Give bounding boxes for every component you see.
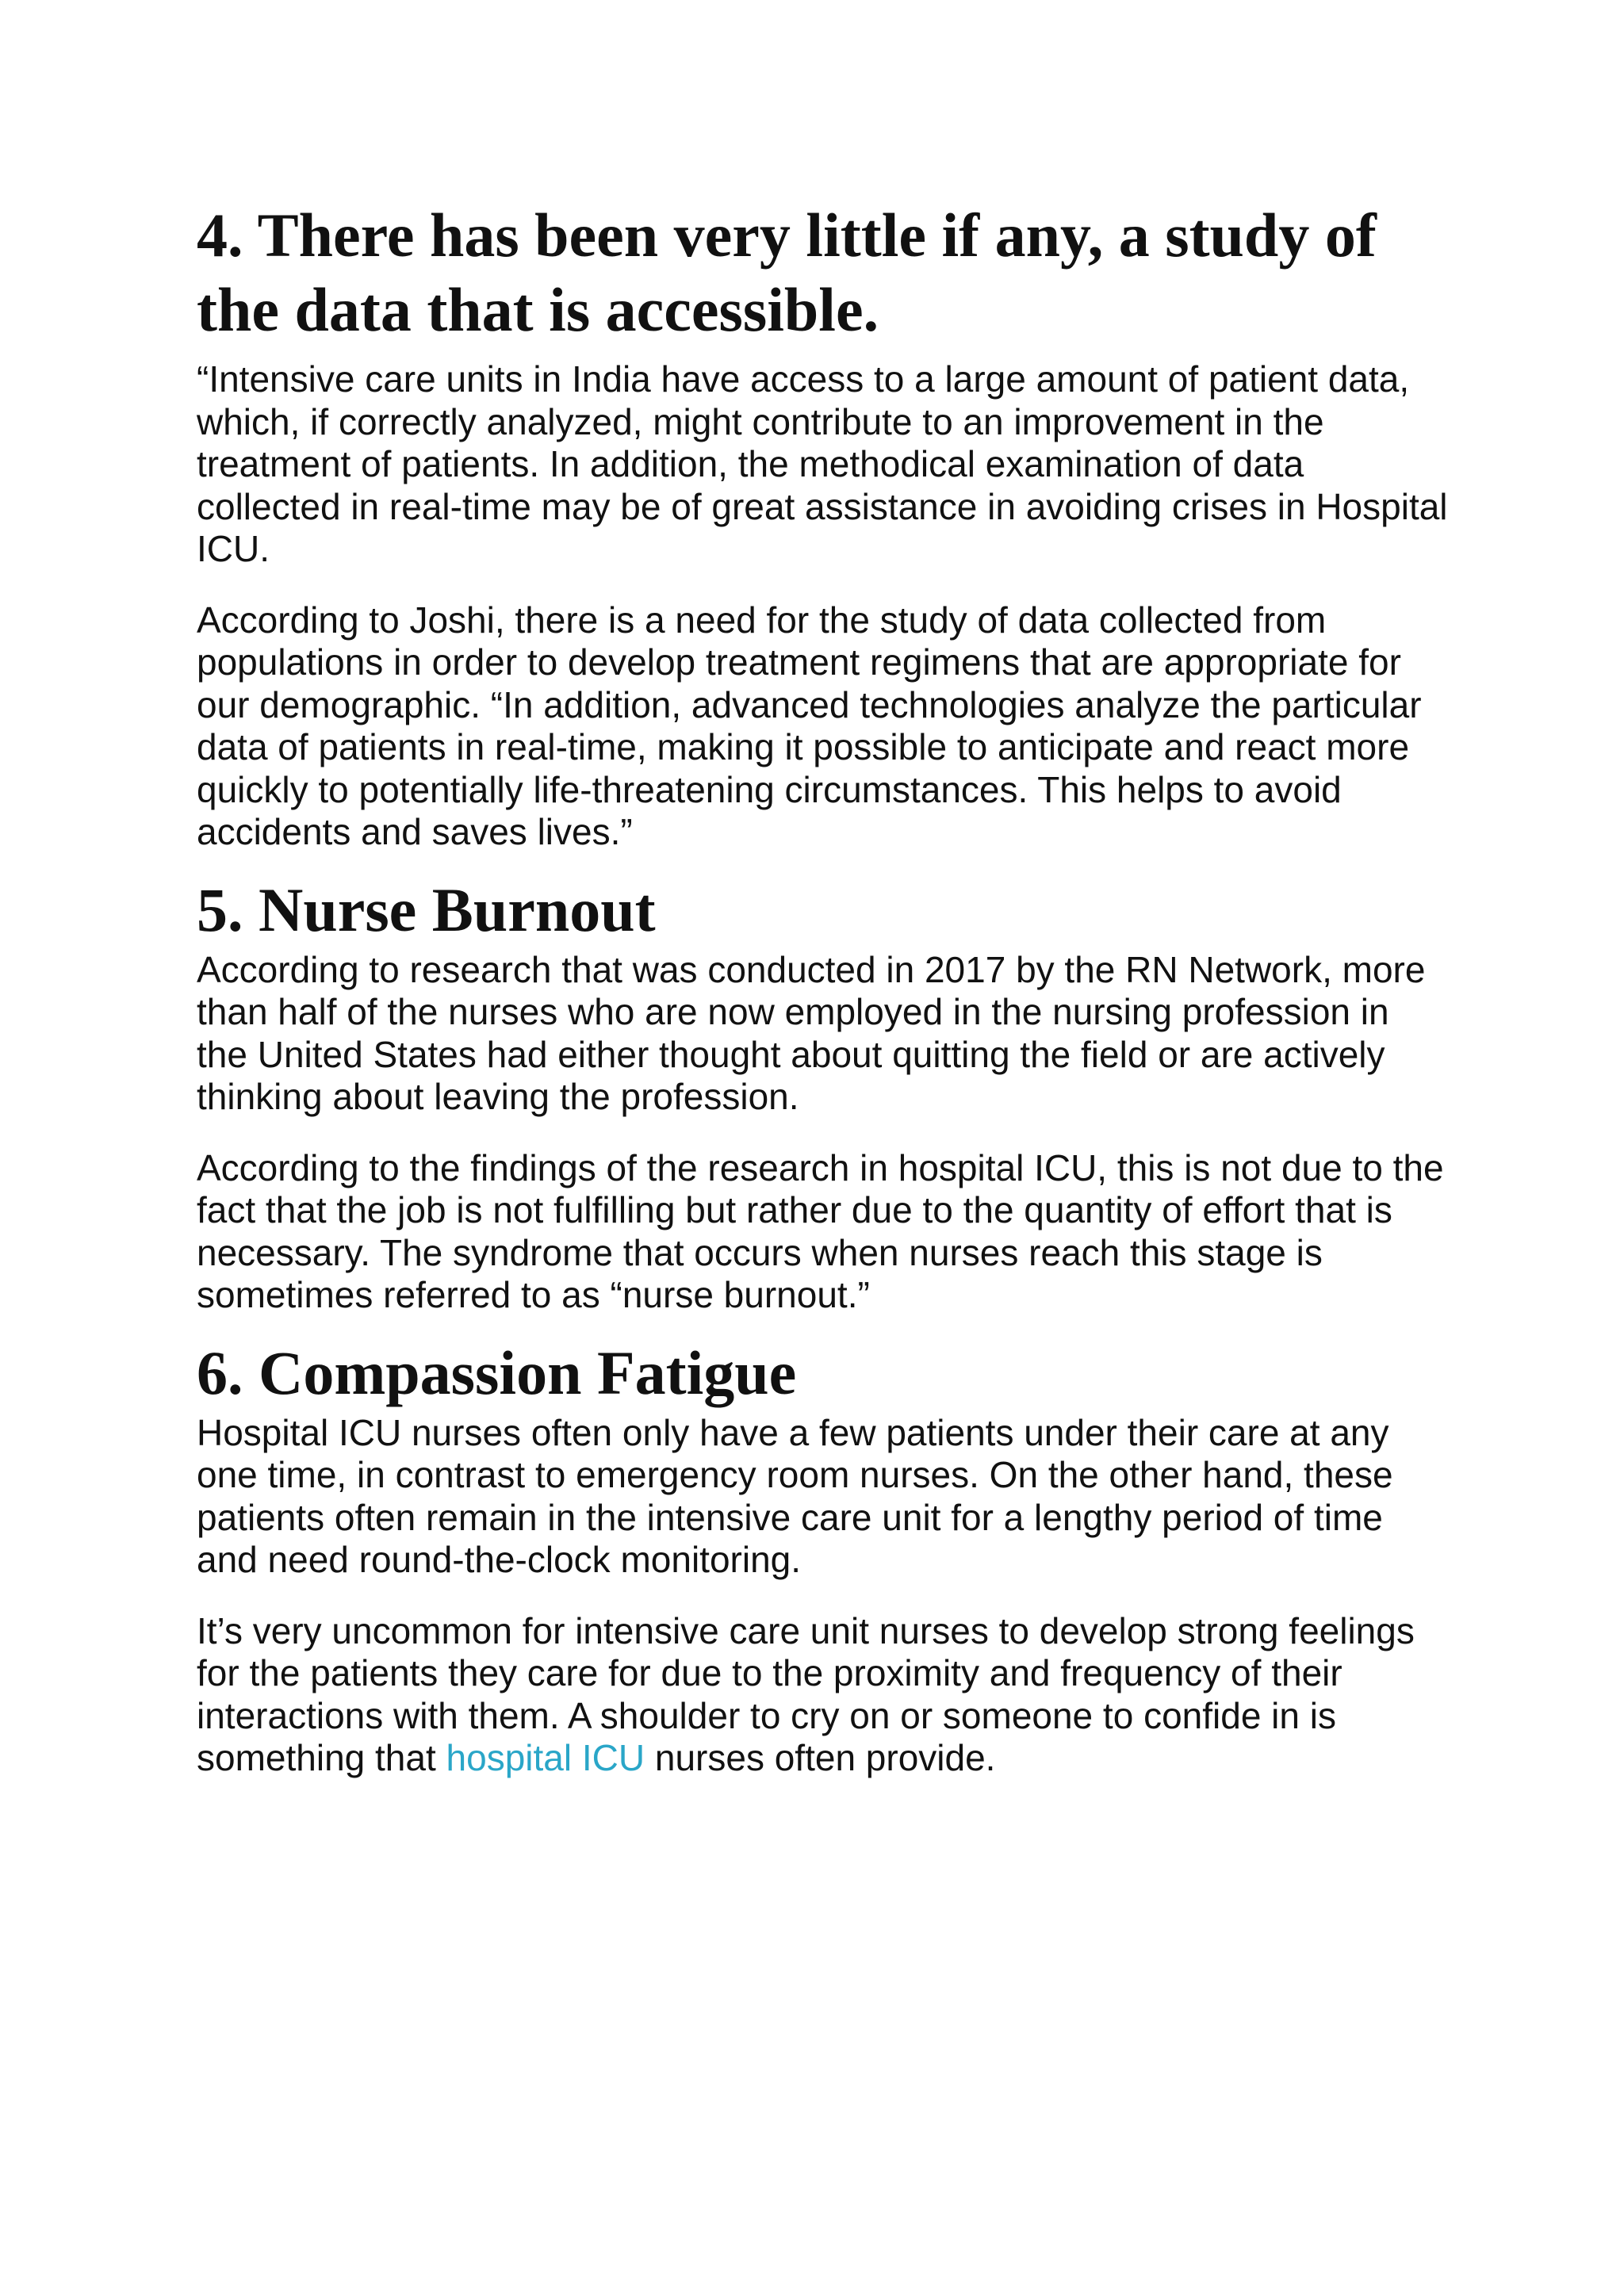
section-5-paragraph-1: According to research that was conducted in 2017 by the RN Network, more than half of the nurses who are now employed in the nursing profession in the United States had either thought about quitting the field or are actively thinking about leaving the profession. bbox=[197, 948, 1426, 1117]
section-6-paragraph-1: Hospital ICU nurses often only have a few patients under their care at any one time, in contrast to emergency room nurses. On the other hand, these patients often remain in the intensive care unit for a lengthy period of time and need round-the-clock monitoring. bbox=[197, 1411, 1393, 1580]
section-4-paragraph-2: According to Joshi, there is a need for the study of data collected from populations in order to develop treatment regimens that are appropriate for our demographic. “In addition, advanced technologies analyze the particular data of patients in real-time, making it possible to anticipate and react more quickly to potentially life-threatening circumstances. This helps to avoid accidents and saves lives.” bbox=[197, 599, 1422, 852]
section-5-paragraph-2: According to the findings of the research in hospital ICU, this is not due to the fact that the job is not fulfilling but rather due to the quantity of effort that is necessary. The syndrome that occurs when nurses reach this stage is sometimes referred to as “nurse burnout.” bbox=[197, 1146, 1444, 1315]
hospital-icu-link[interactable]: hospital ICU bbox=[446, 1737, 645, 1778]
section-5-heading: 5. Nurse Burnout bbox=[197, 874, 656, 944]
section-6-heading: 6. Compassion Fatigue bbox=[197, 1337, 797, 1407]
document-page bbox=[197, 198, 1450, 1780]
section-4-paragraph-1: “Intensive care units in India have access to a large amount of patient data, which, if correctly analyzed, might contribute to an improvement in the treatment of patients. In addition, the methodical examination of data collected in real-time may be of great assistance in avoiding crises in Hospital ICU. bbox=[197, 358, 1448, 569]
section-6-paragraph-2 bbox=[197, 1610, 1450, 1780]
section-6-paragraph-2-text-before-link: It’s very uncommon for intensive care unit nurses to develop strong feelings for the patients they care for due to the proximity and frequency of their interactions with them. A shoulder to cry on or someone to confide in is something that bbox=[197, 1609, 1415, 1778]
section-4-heading: 4. There has been very little if any, a study of the data that is accessible. bbox=[197, 201, 1377, 344]
section-6-paragraph-2-text-after-link: nurses often provide. bbox=[645, 1737, 996, 1778]
